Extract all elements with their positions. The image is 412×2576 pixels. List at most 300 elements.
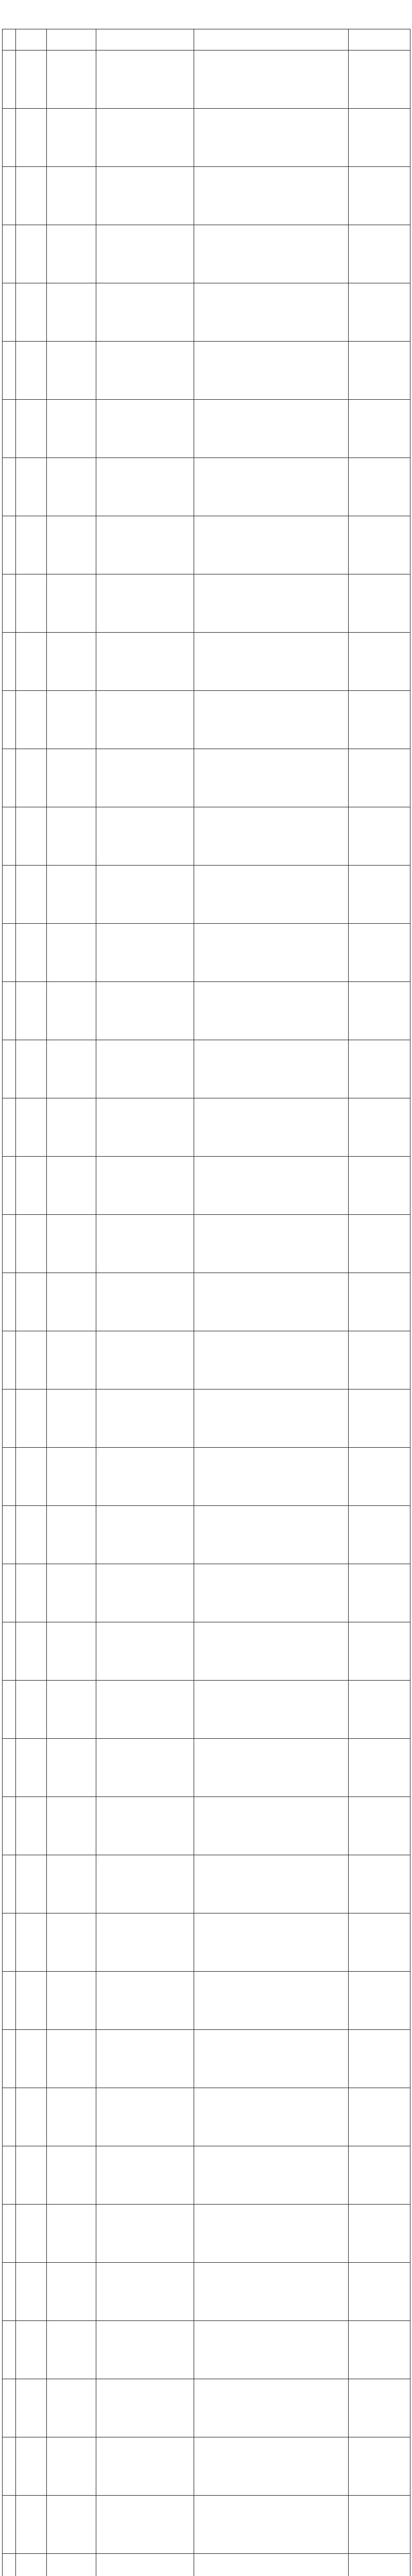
table-cell: [194, 1855, 349, 1913]
table-cell: [47, 1681, 96, 1739]
table-cell: [349, 633, 410, 691]
table-cell: [96, 1215, 194, 1273]
table-cell: [349, 167, 410, 225]
table-cell: [349, 982, 410, 1040]
table-cell: [3, 1913, 16, 1972]
table-cell: [96, 749, 194, 807]
table-row: [3, 1681, 410, 1739]
table-cell: [3, 1331, 16, 1389]
table-row: [3, 1157, 410, 1215]
table-cell: [349, 1040, 410, 1098]
table-cell: [96, 1972, 194, 2030]
table-cell: [47, 2030, 96, 2088]
table-cell: [3, 866, 16, 924]
table-cell: [47, 2554, 96, 2576]
table-row: [3, 50, 410, 109]
column-header: [16, 29, 47, 50]
table-cell: [47, 283, 96, 342]
table-cell: [194, 342, 349, 400]
page-title: [0, 0, 412, 29]
table-cell: [96, 633, 194, 691]
table-cell: [349, 1622, 410, 1681]
column-header: [349, 29, 410, 50]
table-cell: [47, 807, 96, 866]
table-cell: [349, 2554, 410, 2576]
table-cell: [194, 2088, 349, 2146]
table-cell: [96, 2437, 194, 2496]
column-header: [194, 29, 349, 50]
table-cell: [349, 1797, 410, 1855]
table-cell: [3, 109, 16, 167]
table-cell: [96, 982, 194, 1040]
table-cell: [194, 574, 349, 633]
table-cell: [3, 2030, 16, 2088]
table-row: [3, 1506, 410, 1564]
table-cell: [3, 807, 16, 866]
table-cell: [194, 1215, 349, 1273]
table-cell: [3, 633, 16, 691]
table-row: [3, 1739, 410, 1797]
table-cell: [194, 1506, 349, 1564]
table-cell: [194, 516, 349, 574]
table-cell: [3, 1972, 16, 2030]
table-cell: [47, 633, 96, 691]
table-cell: [96, 2146, 194, 2205]
table-cell: [47, 225, 96, 283]
table-cell: [194, 283, 349, 342]
table-cell: [16, 2030, 47, 2088]
table-cell: [96, 691, 194, 749]
table-cell: [194, 1448, 349, 1506]
table-cell: [194, 400, 349, 458]
table-cell: [194, 807, 349, 866]
table-cell: [349, 342, 410, 400]
table-cell: [3, 400, 16, 458]
table-cell: [194, 1622, 349, 1681]
table-cell: [349, 1331, 410, 1389]
table-cell: [96, 924, 194, 982]
table-cell: [47, 109, 96, 167]
table-cell: [3, 1040, 16, 1098]
table-cell: [194, 1331, 349, 1389]
table-cell: [47, 1739, 96, 1797]
table-cell: [47, 1564, 96, 1622]
table-cell: [3, 1797, 16, 1855]
table-cell: [194, 167, 349, 225]
table-cell: [3, 2263, 16, 2321]
table-cell: [3, 2205, 16, 2263]
table-cell: [96, 574, 194, 633]
table-row: [3, 1448, 410, 1506]
table-cell: [3, 283, 16, 342]
table-cell: [3, 2146, 16, 2205]
table-row: [3, 400, 410, 458]
table-row: [3, 1797, 410, 1855]
table-cell: [16, 1331, 47, 1389]
table-cell: [194, 1157, 349, 1215]
table-row: [3, 1389, 410, 1448]
table-cell: [3, 50, 16, 109]
table-cell: [3, 1681, 16, 1739]
table-cell: [16, 982, 47, 1040]
table-cell: [47, 1855, 96, 1913]
table-cell: [16, 574, 47, 633]
table-cell: [47, 691, 96, 749]
table-cell: [16, 109, 47, 167]
table-cell: [96, 1098, 194, 1157]
table-row: [3, 342, 410, 400]
table-cell: [16, 2554, 47, 2576]
table-cell: [16, 1098, 47, 1157]
table-cell: [47, 2379, 96, 2437]
table-cell: [16, 691, 47, 749]
table-row: [3, 458, 410, 516]
table-cell: [3, 1215, 16, 1273]
table-cell: [194, 2437, 349, 2496]
table-cell: [47, 1215, 96, 1273]
table-cell: [16, 633, 47, 691]
table-row: [3, 749, 410, 807]
table-cell: [47, 574, 96, 633]
table-cell: [47, 1797, 96, 1855]
table-cell: [96, 1913, 194, 1972]
table-cell: [349, 2030, 410, 2088]
table-cell: [3, 167, 16, 225]
table-row: [3, 866, 410, 924]
table-row: [3, 225, 410, 283]
table-cell: [349, 691, 410, 749]
table-cell: [194, 1972, 349, 2030]
table-row: [3, 2321, 410, 2379]
table-row: [3, 2146, 410, 2205]
table-row: [3, 1098, 410, 1157]
table-cell: [96, 283, 194, 342]
table-cell: [349, 2496, 410, 2554]
table-cell: [16, 1157, 47, 1215]
table-cell: [16, 516, 47, 574]
table-row: [3, 2205, 410, 2263]
table-cell: [349, 50, 410, 109]
table-cell: [47, 2088, 96, 2146]
table-cell: [3, 2321, 16, 2379]
table-cell: [96, 225, 194, 283]
table-cell: [349, 2205, 410, 2263]
table-cell: [47, 924, 96, 982]
table-cell: [3, 1389, 16, 1448]
table-row: [3, 2496, 410, 2554]
table-cell: [3, 225, 16, 283]
table-cell: [349, 2437, 410, 2496]
table-cell: [3, 1739, 16, 1797]
table-cell: [96, 807, 194, 866]
table-row: [3, 2030, 410, 2088]
table-row: [3, 924, 410, 982]
table-cell: [16, 1913, 47, 1972]
table-cell: [16, 807, 47, 866]
table-cell: [96, 2205, 194, 2263]
table-cell: [96, 1389, 194, 1448]
table-cell: [16, 1681, 47, 1739]
table-row: [3, 691, 410, 749]
table-cell: [47, 50, 96, 109]
table-cell: [96, 2263, 194, 2321]
table-body: [3, 50, 410, 2576]
table-cell: [47, 2437, 96, 2496]
table-cell: [96, 2379, 194, 2437]
table-cell: [194, 1564, 349, 1622]
table-cell: [96, 1564, 194, 1622]
table-cell: [47, 400, 96, 458]
table-row: [3, 633, 410, 691]
table-cell: [3, 342, 16, 400]
table-cell: [349, 1739, 410, 1797]
table-cell: [47, 2496, 96, 2554]
table-cell: [349, 1681, 410, 1739]
table-cell: [16, 1739, 47, 1797]
table-cell: [96, 2554, 194, 2576]
table-cell: [96, 2030, 194, 2088]
table-cell: [96, 1506, 194, 1564]
table-cell: [47, 1972, 96, 2030]
table-row: [3, 2437, 410, 2496]
column-header: [47, 29, 96, 50]
table-cell: [47, 516, 96, 574]
table-cell: [47, 1331, 96, 1389]
table-cell: [194, 2146, 349, 2205]
table-row: [3, 283, 410, 342]
table-cell: [47, 1098, 96, 1157]
table-cell: [194, 1098, 349, 1157]
table-cell: [96, 866, 194, 924]
table-cell: [3, 982, 16, 1040]
table-cell: [47, 2321, 96, 2379]
table-cell: [96, 1157, 194, 1215]
table-cell: [16, 167, 47, 225]
table-cell: [16, 1622, 47, 1681]
table-cell: [349, 2088, 410, 2146]
table-cell: [3, 574, 16, 633]
table-cell: [3, 2437, 16, 2496]
table-cell: [349, 1855, 410, 1913]
table-cell: [96, 1855, 194, 1913]
table-row: [3, 109, 410, 167]
table-cell: [349, 1098, 410, 1157]
table-cell: [349, 924, 410, 982]
table-cell: [194, 2496, 349, 2554]
table-cell: [349, 1273, 410, 1331]
table-cell: [194, 50, 349, 109]
table-cell: [16, 1273, 47, 1331]
table-row: [3, 807, 410, 866]
table-cell: [349, 749, 410, 807]
table-cell: [96, 1739, 194, 1797]
table-cell: [96, 400, 194, 458]
table-cell: [96, 50, 194, 109]
table-cell: [96, 1448, 194, 1506]
table-cell: [47, 167, 96, 225]
table-cell: [349, 866, 410, 924]
table-row: [3, 2088, 410, 2146]
table-cell: [16, 749, 47, 807]
table-cell: [47, 458, 96, 516]
table-cell: [16, 50, 47, 109]
table-cell: [16, 2088, 47, 2146]
table-row: [3, 2379, 410, 2437]
table-cell: [96, 458, 194, 516]
table-cell: [349, 1913, 410, 1972]
table-cell: [194, 1389, 349, 1448]
table-cell: [194, 2205, 349, 2263]
table-cell: [96, 1797, 194, 1855]
table-cell: [16, 342, 47, 400]
table-cell: [194, 2554, 349, 2576]
table-cell: [349, 1506, 410, 1564]
table-cell: [3, 2496, 16, 2554]
table-cell: [16, 2263, 47, 2321]
table-cell: [16, 283, 47, 342]
table-header-row: [3, 29, 410, 50]
table-cell: [16, 1506, 47, 1564]
table-row: [3, 1564, 410, 1622]
table-cell: [349, 225, 410, 283]
table-row: [3, 1913, 410, 1972]
table-cell: [194, 1681, 349, 1739]
table-cell: [16, 2321, 47, 2379]
table-cell: [96, 1681, 194, 1739]
table-cell: [16, 924, 47, 982]
table-cell: [47, 2146, 96, 2205]
table-row: [3, 516, 410, 574]
table-row: [3, 1855, 410, 1913]
table-row: [3, 574, 410, 633]
table-row: [3, 2263, 410, 2321]
table-cell: [3, 749, 16, 807]
table-row: [3, 982, 410, 1040]
table-cell: [96, 2088, 194, 2146]
table-cell: [16, 1855, 47, 1913]
table-cell: [16, 225, 47, 283]
table-cell: [47, 1157, 96, 1215]
table-cell: [349, 1972, 410, 2030]
table-cell: [96, 1622, 194, 1681]
table-cell: [16, 1448, 47, 1506]
table-cell: [47, 982, 96, 1040]
table-cell: [96, 2496, 194, 2554]
table-cell: [16, 1972, 47, 2030]
table-cell: [349, 458, 410, 516]
table-cell: [3, 1157, 16, 1215]
table-cell: [194, 1040, 349, 1098]
table-cell: [16, 1564, 47, 1622]
table-cell: [47, 1273, 96, 1331]
table-cell: [3, 2088, 16, 2146]
table-cell: [96, 167, 194, 225]
table-cell: [3, 2379, 16, 2437]
table-cell: [16, 2205, 47, 2263]
table-cell: [349, 807, 410, 866]
table-cell: [349, 1215, 410, 1273]
table-row: [3, 167, 410, 225]
table-cell: [47, 1506, 96, 1564]
table-cell: [3, 2554, 16, 2576]
table-cell: [349, 516, 410, 574]
table-cell: [3, 516, 16, 574]
table-cell: [47, 1448, 96, 1506]
column-header: [96, 29, 194, 50]
table-cell: [349, 2321, 410, 2379]
table-row: [3, 1215, 410, 1273]
table-cell: [47, 2205, 96, 2263]
table-cell: [3, 1448, 16, 1506]
table-cell: [96, 2321, 194, 2379]
table-row: [3, 1273, 410, 1331]
table-cell: [194, 1273, 349, 1331]
table-row: [3, 1040, 410, 1098]
table-cell: [349, 2379, 410, 2437]
table-cell: [349, 2263, 410, 2321]
table-cell: [194, 924, 349, 982]
table-cell: [3, 691, 16, 749]
table-cell: [16, 2146, 47, 2205]
table-cell: [47, 1622, 96, 1681]
table-cell: [16, 1040, 47, 1098]
table-cell: [3, 1622, 16, 1681]
table-cell: [349, 283, 410, 342]
table-cell: [3, 1855, 16, 1913]
table-cell: [194, 866, 349, 924]
table-cell: [96, 1331, 194, 1389]
table-cell: [96, 1273, 194, 1331]
table-cell: [194, 691, 349, 749]
table-row: [3, 1331, 410, 1389]
table-cell: [3, 1273, 16, 1331]
table-cell: [16, 2379, 47, 2437]
table-cell: [3, 458, 16, 516]
table-cell: [47, 1040, 96, 1098]
table-cell: [194, 2263, 349, 2321]
table-cell: [194, 458, 349, 516]
table-cell: [349, 1157, 410, 1215]
table-cell: [194, 1739, 349, 1797]
table-cell: [47, 1389, 96, 1448]
table-cell: [3, 1506, 16, 1564]
table-cell: [16, 1215, 47, 1273]
table-cell: [16, 2496, 47, 2554]
table-cell: [349, 109, 410, 167]
table-cell: [194, 749, 349, 807]
column-header: [3, 29, 16, 50]
table-cell: [349, 2146, 410, 2205]
table-cell: [194, 225, 349, 283]
table-cell: [96, 109, 194, 167]
table-cell: [16, 2437, 47, 2496]
table-cell: [194, 633, 349, 691]
table-row: [3, 1622, 410, 1681]
table-cell: [96, 1040, 194, 1098]
table-cell: [47, 342, 96, 400]
table-cell: [47, 2263, 96, 2321]
table-row: [3, 1972, 410, 2030]
table-cell: [349, 1389, 410, 1448]
table-cell: [194, 2030, 349, 2088]
table-cell: [194, 982, 349, 1040]
table-cell: [194, 1797, 349, 1855]
table-cell: [3, 924, 16, 982]
table-cell: [16, 458, 47, 516]
table-cell: [96, 342, 194, 400]
table-cell: [3, 1564, 16, 1622]
award-table: [2, 29, 410, 2576]
